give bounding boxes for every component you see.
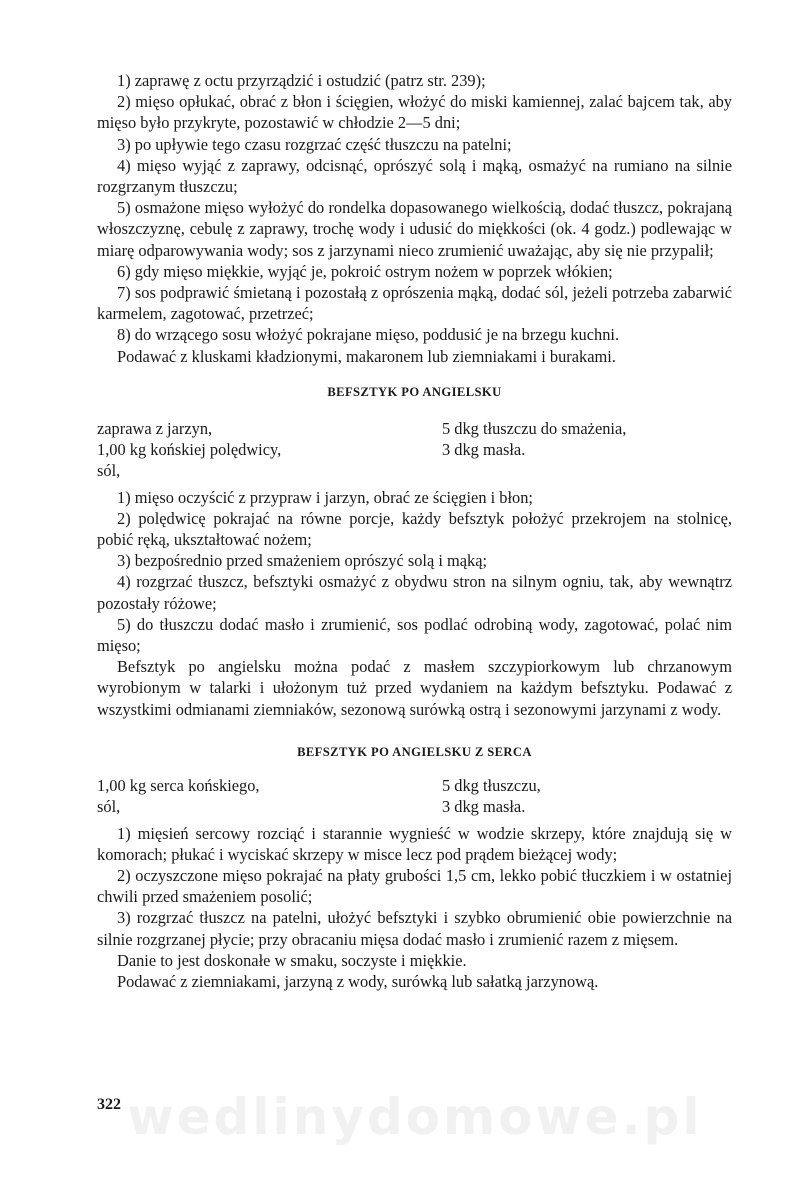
recipe1-steps <box>97 487 732 720</box>
recipe1-ingredients-right <box>442 418 732 482</box>
intro-step-2: 2) mięso opłukać, obrać z błon i ścięgien, włożyć do miski kamiennej, zalać bajcem tak, aby mięso było przykryte, pozostawić w chłodzie 2—5 dni; <box>97 92 732 133</box>
page-number: 322 <box>97 1096 121 1113</box>
recipe2-ingredients <box>97 775 732 817</box>
intro-step-1: 1) zaprawę z octu przyrządzić i ostudzić (patrz str. 239); <box>117 71 486 90</box>
recipe2-note: Danie to jest doskonałe w smaku, soczyste i miękkie. <box>117 950 467 970</box>
intro-step-8: 8) do wrzącego sosu włożyć pokrajane mięso, poddusić je na brzegu kuchni. <box>117 325 620 345</box>
recipe2-ingredients-right <box>442 775 732 817</box>
intro-steps <box>97 70 732 367</box>
recipe1-step-1: 1) mięso oczyścić z przypraw i jarzyn, obrać ze ścięgien i błon; <box>117 487 533 507</box>
intro-step-3: 3) po upływie tego czasu rozgrzać część tłuszczu na patelni; <box>117 134 512 154</box>
recipe2-serving: Podawać z ziemniakami, jarzyną z wody, surówką lub sałatką jarzynową. <box>117 971 599 991</box>
recipe2-step-1: 1) mięsień sercowy rozciąć i starannie wygnieść w wodzie skrzepy, które znajdują się w komorach; płukać i wyciskać skrzepy w misce lecz pod prądem bieżącej wody; <box>97 823 732 864</box>
recipe1-step-2: 2) polędwicę pokrajać na równe porcje, każdy befsztyk położyć przekrojem na stolnicę, pobić ręką, ukształtować nożem; <box>97 508 732 550</box>
ingredient: 3 dkg masła. <box>442 797 526 817</box>
recipe1-step-3: 3) bezpośrednio przed smażeniem oprószyć solą i mąką; <box>117 551 488 571</box>
recipe2-step-3: 3) rozgrzać tłuszcz na patelni, ułożyć befsztyki i szybko obrumienić obie powierzchnie na silnie rozgrzanej płycie; przy obracaniu mięsa dodać masło i zrumienić razem z mięsem. <box>97 908 732 949</box>
intro-step-6: 6) gdy mięso miękkie, wyjąć je, pokroić ostrym nożem w poprzek włókien; <box>117 261 613 281</box>
recipe1-step-4: 4) rozgrzać tłuszcz, befsztyki osmażyć z obydwu stron na silnym ogniu, tak, aby wewnątrz pozostały różowe; <box>97 572 732 613</box>
page-body <box>97 70 732 992</box>
recipe2-title: BEFSZTYK PO ANGIELSKU Z SERCA <box>297 744 532 759</box>
recipe2-ingredients-left <box>97 775 442 817</box>
ingredient: 3 dkg masła. <box>442 440 526 460</box>
ingredient: sól, <box>97 797 121 817</box>
intro-step-5: 5) osmażone mięso wyłożyć do rondelka dopasowanego wielkością, dodać tłuszcz, pokrajaną włoszczyznę, cebulę z zaprawy, trochę wody i udusić do miękkości (ok. 4 godz.) podlewając w miarę odparowywania wody; sos z jarzynami nieco zrumienić uważając, aby się nie przypalił; <box>97 198 732 260</box>
recipe1-step-5: 5) do tłuszczu dodać masło i zrumienić, sos podlać odrobiną wody, zagotować, polać nim mięso; <box>97 614 732 656</box>
recipe1-title: BEFSZTYK PO ANGIELSKU <box>327 384 502 399</box>
watermark: wedlinydomowe.pl <box>127 1088 703 1146</box>
intro-step-4: 4) mięso wyjąć z zaprawy, odcisnąć, oprószyć solą i mąką, osmażyć na rumiano na silnie rozgrzanym tłuszczu; <box>97 155 732 197</box>
intro-step-7: 7) sos podprawić śmietaną i pozostałą z oprószenia mąką, dodać sól, jeżeli potrzeba zabarwić karmelem, zagotować, przetrzeć; <box>97 283 732 324</box>
ingredient: 5 dkg tłuszczu do smażenia, <box>442 419 627 439</box>
ingredient: 1,00 kg serca końskiego, <box>97 776 260 796</box>
recipe2-step-2: 2) oczyszczone mięso pokrajać na płaty grubości 1,5 cm, lekko pobić tłuczkiem i w ostatniej chwili przed smażeniem posolić; <box>97 865 732 907</box>
ingredient: zaprawa z jarzyn, <box>97 419 213 439</box>
recipe1-ingredients-left <box>97 418 442 482</box>
intro-serving: Podawać z kluskami kładzionymi, makaronem lub ziemniakami i burakami. <box>117 346 616 366</box>
ingredient: 5 dkg tłuszczu, <box>442 776 541 796</box>
recipe2-steps <box>97 823 732 993</box>
recipe1-ingredients <box>97 418 732 482</box>
ingredient: sól, <box>97 461 121 481</box>
recipe1-serving: Befsztyk po angielsku można podać z masłem szczypiorkowym lub chrzanowym wyrobionym w talarki i ułożonym tuż przed wydaniem na każdym befsztyku. Podawać z wszystkimi odmianami ziemniaków, sezonową surówką ostrą i sezonowymi jarzynami z wody. <box>97 657 732 719</box>
ingredient: 1,00 kg końskiej polędwicy, <box>97 440 282 460</box>
